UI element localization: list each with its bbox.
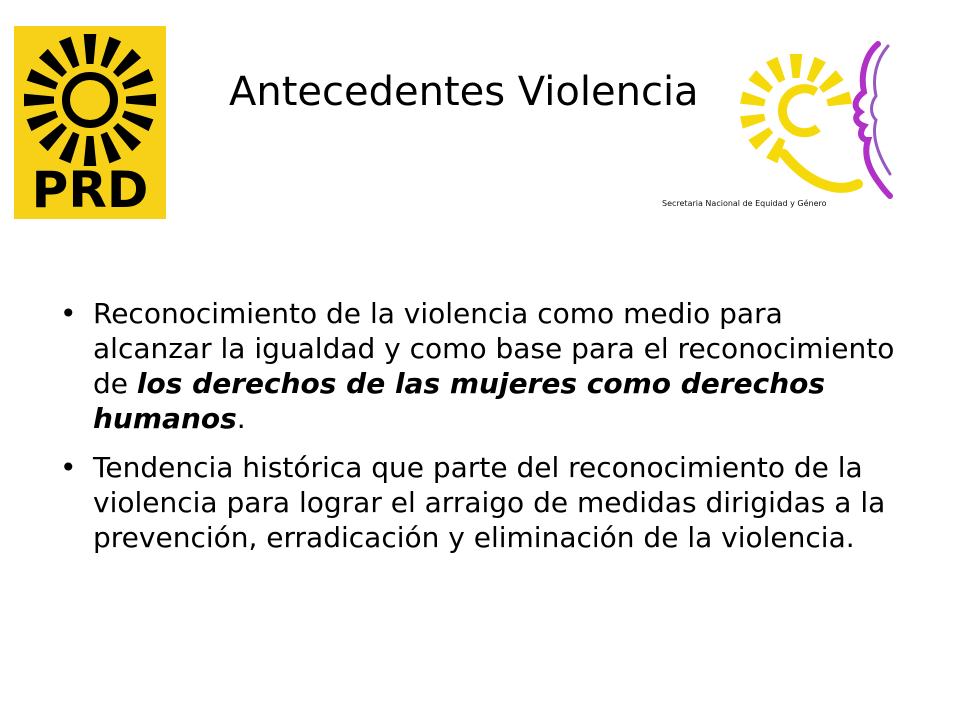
bullet-text-end: . (236, 402, 246, 435)
bullet-dot-icon: • (60, 451, 77, 484)
bullet-dot-icon: • (60, 297, 77, 330)
bullet-item (60, 450, 910, 555)
sun-ray (748, 125, 775, 150)
sun-ray (790, 54, 803, 78)
bullet-list (60, 296, 910, 569)
sun-ray (748, 70, 775, 95)
sun-ray (804, 57, 826, 84)
bullet-text: Tendencia histórica que parte del reconocimiento de la violencia para lograr el arraigo de medidas dirigidas a la prevención, erradicación y eliminación de la violencia. (93, 451, 886, 554)
bullet-item (60, 296, 910, 436)
sun-ray (740, 91, 766, 109)
prd-logo (14, 26, 166, 219)
sun-ray (740, 111, 766, 129)
sun-ray (766, 57, 788, 84)
equidad-logo (738, 34, 903, 204)
sun-ray (817, 70, 844, 95)
bullet-text: Reconocimiento de la violencia como medio para alcanzar la igualdad y como base para el reconocimiento de (93, 297, 895, 400)
bullet-emphasis: los derechos de las mujeres como derechos humanos (93, 367, 826, 435)
sun-ray (826, 91, 852, 109)
slide-title: Antecedentes Violencia (229, 69, 699, 115)
svg-text:PRD: PRD (31, 161, 149, 219)
equidad-caption: Secretaria Nacional de Equidad y Género (662, 199, 827, 208)
